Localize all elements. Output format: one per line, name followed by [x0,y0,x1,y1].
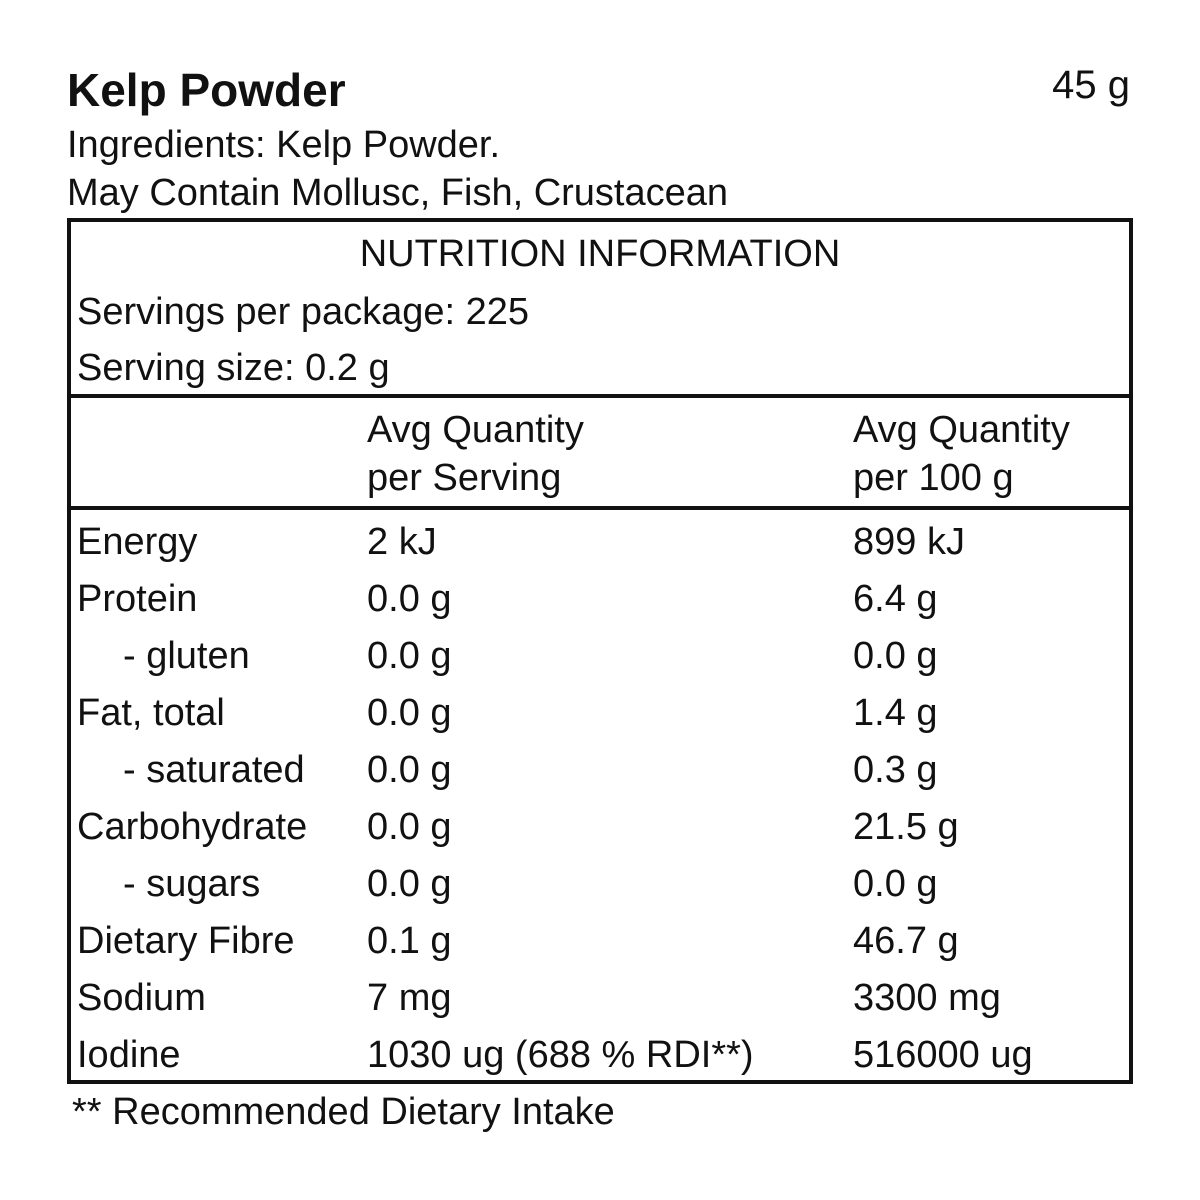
column-header-per-serving [367,406,584,502]
nutrient-name: Dietary Fibre [77,920,295,962]
value-per-serving: 0.0 g [367,863,452,905]
nutrient-name: Carbohydrate [77,806,308,848]
value-per-100g: 6.4 g [853,578,938,620]
column-header-per-100g [853,406,1070,502]
nutrient-row-energy [71,514,1129,571]
nutrient-row-fat-total [71,685,1129,742]
value-per-serving: 0.0 g [367,692,452,734]
nutrient-name: - saturated [123,749,305,791]
value-per-100g: 21.5 g [853,806,959,848]
value-per-100g: 0.0 g [853,863,938,905]
panel-header [71,222,1129,398]
servings-per-package: Servings per package: 225 [77,291,530,333]
value-per-serving: 0.0 g [367,749,452,791]
net-weight: 45 g [1052,63,1130,107]
panel-title: NUTRITION INFORMATION [359,233,841,275]
allergen-warning: May Contain Mollusc, Fish, Crustacean [67,172,729,214]
nutrition-panel [67,218,1133,1084]
serving-size: Serving size: 0.2 g [77,347,390,389]
ingredients-text: Ingredients: Kelp Powder. [67,124,501,166]
nutrient-name: Energy [77,521,198,563]
column-header-line: per Serving [367,457,562,499]
nutrient-row-protein [71,571,1129,628]
column-headers [71,398,1129,510]
nutrient-name: Sodium [77,977,206,1019]
column-header-line: Avg Quantity [367,409,584,451]
value-per-serving: 0.1 g [367,920,452,962]
value-per-100g: 0.3 g [853,749,938,791]
nutrient-name: Protein [77,578,198,620]
value-per-100g: 899 kJ [853,521,965,563]
nutrient-name: - gluten [123,635,250,677]
nutrient-row-sodium [71,970,1129,1027]
value-per-serving: 0.0 g [367,806,452,848]
column-header-line: per 100 g [853,457,1014,499]
nutrient-name: Fat, total [77,692,225,734]
value-per-100g: 1.4 g [853,692,938,734]
nutrient-row-sugars [71,856,1129,913]
value-per-100g: 3300 mg [853,977,1001,1019]
footnote: ** Recommended Dietary Intake [72,1091,615,1133]
nutrient-row-gluten [71,628,1129,685]
nutrient-row-dietary-fibre [71,913,1129,970]
value-per-100g: 46.7 g [853,920,959,962]
value-per-100g: 0.0 g [853,635,938,677]
column-header-line: Avg Quantity [853,409,1070,451]
nutrient-row-iodine [71,1027,1129,1084]
product-title: Kelp Powder [67,64,346,116]
nutrient-name: - sugars [123,863,261,905]
nutrient-rows [71,514,1129,1084]
value-per-serving: 1030 ug (688 % RDI**) [367,1034,754,1076]
value-per-serving: 2 kJ [367,521,437,563]
nutrient-row-carbohydrate [71,799,1129,856]
nutrient-row-saturated [71,742,1129,799]
value-per-serving: 0.0 g [367,635,452,677]
value-per-100g: 516000 ug [853,1034,1033,1076]
nutrient-name: Iodine [77,1034,181,1076]
value-per-serving: 7 mg [367,977,452,1019]
value-per-serving: 0.0 g [367,578,452,620]
